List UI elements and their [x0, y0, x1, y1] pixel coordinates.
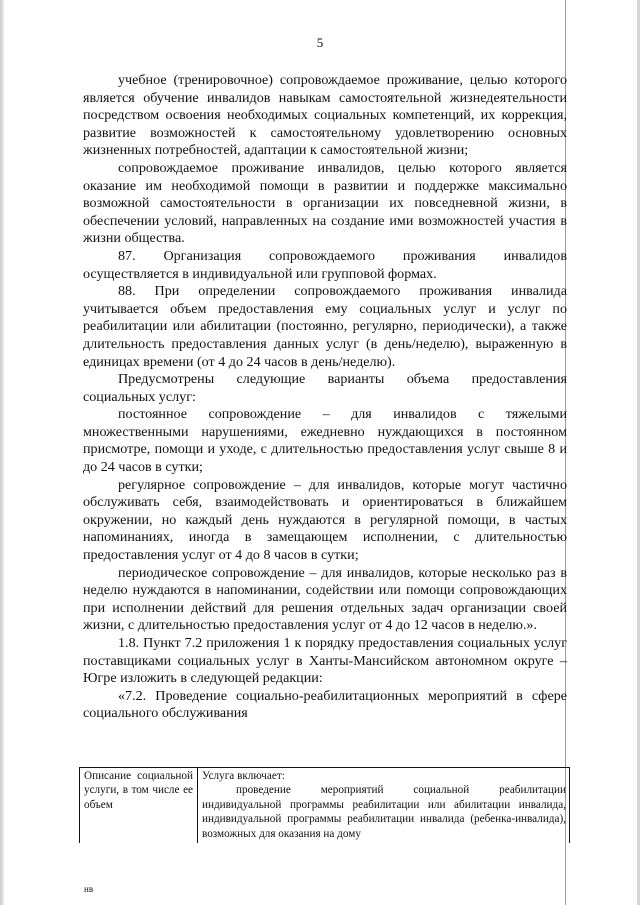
paragraph-7-2-heading: «7.2. Проведение социально-реабилитационных мероприятий в сфере социального обслуживания	[83, 687, 567, 722]
document-body	[83, 72, 567, 723]
table-cell-heading: Услуга включает:	[202, 770, 285, 782]
paragraph-training-living: учебное (тренировочное) сопровождаемое проживание, целью которого является обучение инвалидов навыкам самостоятельной жизнедеятельности посредством освоения необходимых социальных компетенций, их коррекция, развитие возможностей к самостоятельному удовлетворению основных жизненных потребностей, адаптации к самостоятельной жизни;	[83, 72, 567, 159]
scan-edge-left	[0, 0, 4, 905]
table-cell-service-content	[198, 768, 569, 843]
page-number: 5	[316, 35, 324, 50]
paragraph-1-8: 1.8. Пункт 7.2 приложения 1 к порядку предоставления социальных услуг поставщиками социальных услуг в Ханты-Мансийском автономном округе – Югре изложить в следующей редакции:	[83, 635, 567, 687]
table-cell-text: проведение мероприятий социальной реабилитации индивидуальной программы реабилитации или абилитации инвалида, индивидуальной программы реабилитации инвалида (ребенка-инвалида), возможных для оказания на дому	[202, 784, 566, 840]
paragraph-periodic-support: периодическое сопровождение – для инвалидов, которые несколько раз в неделю нуждаются в напоминании, содействии или помощи сопровождающих при исполнении действий для решения отдельных задач организации своей жизни, с длительностью предоставления услуг от 4 до 12 часов в неделю.».	[83, 564, 567, 634]
paragraph-87: 87. Организация сопровождаемого проживания инвалидов осуществляется в индивидуальной или групповой формах.	[83, 247, 567, 282]
service-table	[79, 767, 570, 843]
paragraph-permanent-support: постоянное сопровождение – для инвалидов с тяжелыми множественными нарушениями, ежедневно нуждающихся в постоянном присмотре, помощи и уходе, с длительностью предоставления услуг свыше 8 и до 24 часов в сутки;	[83, 406, 567, 476]
paragraph-supported-living: сопровождаемое проживание инвалидов, целью которого является оказание им необходимой помощи в развитии и поддержке максимально возможной самостоятельности в организации их повседневной жизни, в обеспечении условий, направленных на создание ими возможностей участия в жизни общества.	[83, 159, 567, 247]
footer-initials: нв	[84, 884, 94, 894]
paragraph-88: 88. При определении сопровождаемого проживания инвалида учитывается объем предоставления ему социальных услуг и услуг по реабилитации или абилитации (постоянно, регулярно, периодически), а также длительность предоставления данных услуг (в день/неделю), выраженную в единицах времени (от 4 до 24 часов в день/неделю).	[83, 283, 567, 370]
table-cell-description: Описание социальной услуги, в том числе ее объем	[80, 768, 198, 843]
paragraph-regular-support: регулярное сопровождение – для инвалидов, которые могут частично обслуживать себя, взаимодействовать и ориентироваться в ближайшем окружении, но каждый день нуждаются в регулярной помощи, в частых напоминаниях, иногда в замещающем исполнении, с длительностью предоставления услуг от 4 до 8 часов в сутки;	[83, 476, 567, 564]
paragraph-variants-intro: Предусмотрены следующие варианты объема предоставления социальных услуг:	[83, 371, 567, 405]
